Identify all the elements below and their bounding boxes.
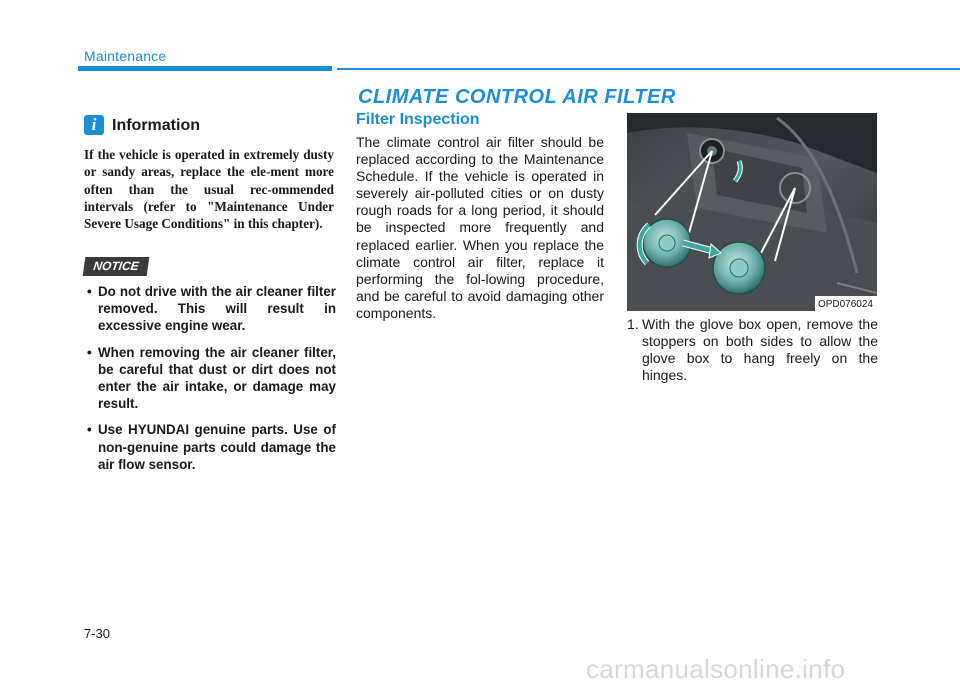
- step-number: 1.: [627, 316, 639, 332]
- notice-item: • Use HYUNDAI genuine parts. Use of non-genuine parts could damage the air flow sensor.: [87, 422, 336, 472]
- information-title: Information: [112, 117, 200, 134]
- section-title: Maintenance: [84, 48, 167, 64]
- header-rule-thin: [337, 68, 960, 70]
- chapter-heading: CLIMATE CONTROL AIR FILTER: [358, 86, 676, 108]
- figure-code: OPD076024: [817, 299, 873, 310]
- step-text: With the glove box open, remove the stoppers on both sides to allow the glove box to hang freely on the hinges.: [642, 316, 878, 384]
- watermark: carmanualsonline.info: [586, 654, 846, 684]
- page-number: 7-30: [84, 626, 111, 641]
- info-icon: i: [84, 115, 104, 135]
- filter-inspection-body: The climate control air filter should be replaced according to the Maintenance Schedule. If the vehicle is operated in severely air-polluted cities or on dusty rough roads for a long period, it should be inspected more frequently and replaced earlier. When you replace the climate control air filter, replace it performing the fol-lowing procedure, and be careful to avoid damaging other components.: [356, 134, 604, 321]
- header-rule-thick: [78, 66, 332, 71]
- notice-item: • Do not drive with the air cleaner filter removed. This will result in excessive engine wear.: [87, 284, 336, 334]
- step-item: [627, 316, 878, 384]
- notice-badge: NOTICE: [83, 257, 150, 276]
- glove-box-stopper-photo: [627, 113, 877, 311]
- information-body: If the vehicle is operated in extremely dusty or sandy areas, replace the ele-ment more often than the usual rec-ommended intervals (refer to "Maintenance Under Severe Usage Conditions" in this chapter).: [84, 147, 334, 232]
- filter-inspection-heading: Filter Inspection: [356, 111, 480, 128]
- notice-item: • When removing the air cleaner filter, be careful that dust or dirt does not enter the air intake, or damage may result.: [87, 344, 336, 412]
- notice-list: [84, 283, 336, 482]
